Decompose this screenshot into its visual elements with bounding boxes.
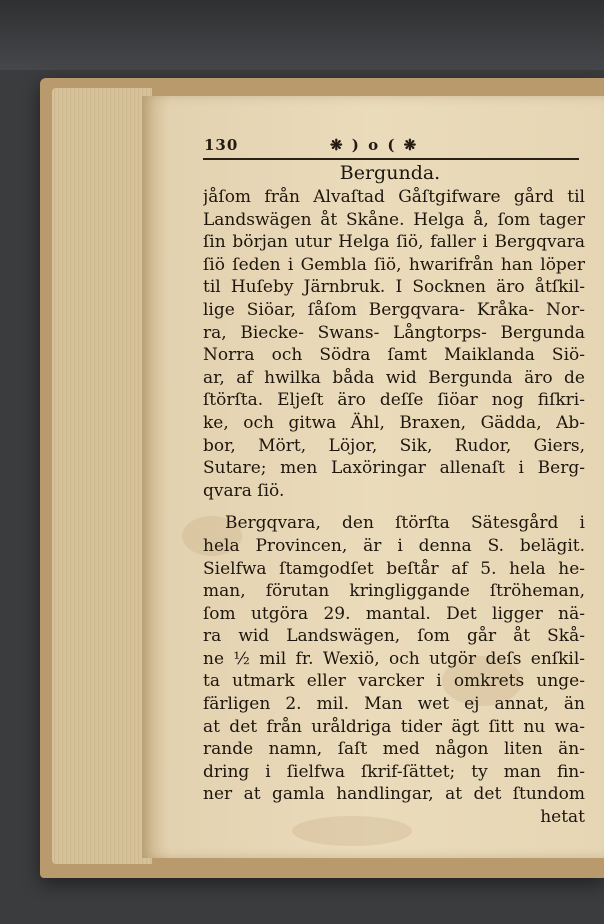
section-title: Bergunda. [339, 162, 441, 184]
paragraph-1 [203, 186, 585, 502]
text-line: ſom utgöra 29. mantal. Det ligger nä- [203, 603, 585, 624]
text-line: hela Provincen, är i denna S. belägit. [203, 535, 585, 556]
text-line: ra wid Landswägen, ſom går åt Skå- [203, 626, 585, 647]
header-rule [203, 158, 579, 160]
text-line: rande namn, ſaſt med någon liten än- [203, 739, 585, 760]
catchword: hetat [540, 807, 585, 828]
text-line: til Huſeby Järnbruk. I Socknen äro åtſkil- [203, 277, 585, 298]
text-line: Norra och Södra ſamt Maiklanda Siö- [203, 345, 585, 366]
text-line: man, förutan kringliggande ſtröheman, [203, 581, 585, 602]
text-line: färligen 2. mil. Man wet ej annat, än [203, 694, 585, 715]
text-line: ra, Biecke- Swans- Långtorps- Bergunda [203, 322, 585, 343]
text-line: dring i ſielfwa ſkrif-ſättet; ty man fin- [203, 761, 585, 782]
text-line: ke, och gitwa Ähl, Braxen, Gädda, Ab- [203, 412, 585, 433]
text-line: Landswägen åt Skåne. Helga å, ſom tager [203, 209, 585, 230]
paragraph-2 [203, 512, 585, 806]
background [0, 0, 604, 70]
text-line: at det från uråldriga tider ägt ſitt nu wa- [203, 716, 585, 737]
running-header [200, 136, 580, 158]
text-line: qvara ſiö. [203, 480, 285, 501]
text-line: ne ½ mil fr. Wexiö, och utgör deſs enſkil- [203, 648, 585, 669]
text-line: Sutare; men Laxöringar allenaſt i Berg- [203, 458, 585, 479]
body-text [203, 186, 585, 829]
page-edges [52, 88, 152, 864]
text-line: jåſom från Alvaſtad Gåſtgifware gård til [203, 187, 585, 207]
text-line: Bergqvara, den ſtörſta Sätesgård i [225, 513, 585, 534]
text-line: ſiö ſeden i Gembla ſiö, hwarifrån han löper [203, 254, 585, 275]
page-number: 130 [204, 136, 239, 154]
text-line: ta utmark eller varcker i omkrets unge- [203, 671, 585, 692]
header-ornament: ❋ ) o ( ❋ [330, 136, 419, 154]
text-line: Sielfwa ſtamgodſet beſtår af 5. hela he- [203, 558, 585, 579]
text-line: ſtörſta. Eljeſt äro deſſe ſiöar nog fiſkri- [203, 390, 585, 411]
text-line: bor, Mört, Löjor, Sik, Rudor, Giers, [203, 435, 585, 456]
text-line: lige Siöar, ſåſom Bergqvara- Kråka- Nor- [203, 299, 585, 320]
text-line: ner at gamla handlingar, at det ſtundom [203, 784, 585, 805]
text-line: ar, af hwilka båda wid Bergunda äro de [203, 367, 585, 388]
text-line: ſin början utur Helga ſiö, faller i Bergqvara [203, 232, 585, 253]
